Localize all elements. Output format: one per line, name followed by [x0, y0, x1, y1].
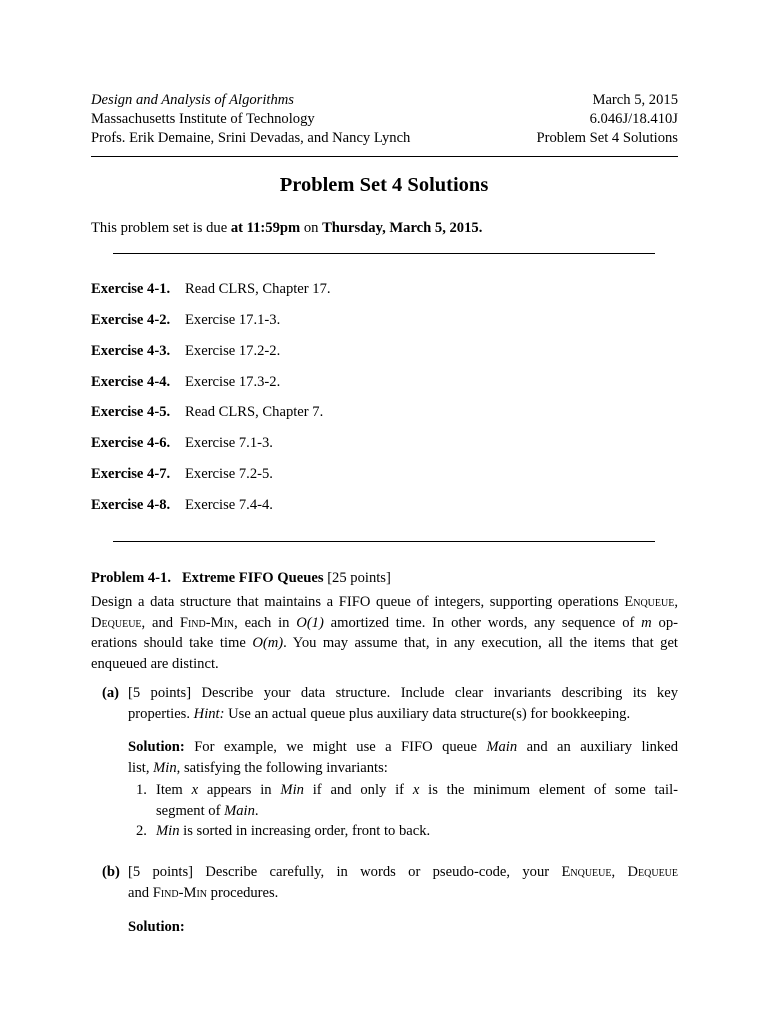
invariant-line — [156, 780, 678, 801]
course-number: 6.046J/18.410J — [589, 111, 678, 127]
math-main: Main — [486, 739, 518, 755]
part-b-text: , — [611, 864, 628, 880]
exercise-label: Exercise 4-1. — [91, 281, 171, 297]
exercise-text: Read CLRS, Chapter 7. — [185, 404, 324, 420]
doc-label: Problem Set 4 Solutions — [536, 130, 678, 146]
invariant-text: segment of — [156, 802, 225, 819]
exercise-item — [91, 495, 273, 515]
exercise-label: Exercise 4-8. — [91, 497, 171, 513]
invariant-number: 2. — [136, 823, 147, 839]
part-a-text: properties. — [128, 705, 194, 722]
part-a-line — [128, 704, 678, 725]
math-main: Main — [224, 802, 255, 819]
op-findmin: Find-Min — [179, 614, 235, 631]
due-date: Thursday, March 5, 2015. — [322, 220, 483, 236]
due-time: at 11:59pm — [230, 220, 301, 236]
exercise-label: Exercise 4-2. — [91, 312, 171, 328]
solution-line — [128, 737, 678, 758]
page-title: Problem Set 4 Solutions — [279, 174, 489, 196]
math-o1: O(1) — [296, 614, 324, 631]
intro-text: Design a data structure that maintains a FIFO queue of integers, supporting operations — [91, 594, 625, 610]
problem-heading — [91, 568, 391, 588]
section-rule-bottom — [113, 541, 655, 542]
intro-text: , each in — [234, 614, 297, 631]
problem-intro — [91, 592, 678, 674]
op-dequeue: Dequeue — [91, 614, 142, 631]
intro-line — [91, 633, 678, 654]
math-x: x — [412, 782, 420, 798]
math-min: Min — [153, 759, 177, 776]
intro-line — [91, 592, 678, 613]
header-date: March 5, 2015 — [592, 92, 678, 108]
part-b-label: (b) — [102, 864, 120, 880]
exercise-label: Exercise 4-4. — [91, 374, 171, 390]
professors: Profs. Erik Demaine, Srini Devadas, and Nancy Lynch — [91, 130, 411, 146]
exercise-text: Exercise 17.3-2. — [185, 374, 281, 390]
hint-label: Hint: — [193, 705, 225, 722]
invariant-number: 1. — [136, 782, 147, 798]
exercise-item — [91, 310, 280, 330]
exercise-item — [91, 402, 323, 422]
exercise-text: Exercise 7.4-4. — [185, 497, 273, 513]
problem-label: Problem 4-1. — [91, 570, 171, 586]
exercise-item — [91, 372, 280, 392]
intro-text: amortized time. In other words, any sequence of — [323, 614, 642, 631]
exercise-label: Exercise 4-7. — [91, 466, 171, 482]
part-b-line — [128, 883, 678, 904]
section-rule-top — [113, 253, 655, 254]
intro-text: . You may assume that, in any execution, all the items that get — [283, 635, 678, 651]
due-prefix: This problem set is due — [91, 220, 231, 236]
op-findmin: Find-Min — [152, 884, 208, 901]
problem-name: Extreme FIFO Queues — [181, 570, 324, 586]
exercise-label: Exercise 4-6. — [91, 435, 171, 451]
exercise-text: Read CLRS, Chapter 17. — [185, 281, 331, 297]
due-mid: on — [300, 220, 323, 236]
intro-text: op- — [651, 614, 678, 631]
op-enqueue: Enqueue — [561, 864, 612, 880]
solution-line — [128, 758, 678, 779]
solution-label: Solution: — [128, 919, 185, 935]
exercise-item — [91, 433, 273, 453]
solution-text: For example, we might use a FIFO queue — [184, 739, 487, 755]
part-a-line — [128, 683, 678, 704]
part-b-text: [5 points] Describe carefully, in words or pseudo-code, your — [128, 864, 562, 880]
exercise-label: Exercise 4-5. — [91, 404, 171, 420]
invariant-text: is sorted in increasing order, front to back. — [179, 823, 431, 839]
exercise-text: Exercise 7.1-3. — [185, 435, 273, 451]
intro-text: enqueued are distinct. — [91, 655, 219, 672]
math-om: O(m) — [252, 635, 284, 651]
exercise-label: Exercise 4-3. — [91, 343, 171, 359]
solution-text: and an auxiliary linked — [517, 739, 678, 755]
exercise-item — [91, 279, 331, 299]
due-line — [91, 218, 482, 238]
course-name: Design and Analysis of Algorithms — [91, 92, 294, 108]
math-min: Min — [156, 823, 180, 839]
institute-name: Massachusetts Institute of Technology — [91, 111, 315, 127]
page-header — [91, 90, 678, 147]
part-a-text: Use an actual queue plus auxiliary data structure(s) for bookkeeping. — [224, 705, 631, 722]
part-a-solution — [128, 737, 678, 778]
exercise-item — [91, 341, 280, 361]
math-min: Min — [280, 782, 304, 798]
intro-text: erations should take time — [91, 635, 253, 651]
invariant-text: appears in — [198, 782, 281, 798]
math-m: m — [641, 614, 652, 631]
op-dequeue: Dequeue — [627, 864, 679, 880]
part-b-text: procedures. — [207, 884, 279, 901]
solution-text: , satisfying the following invariants: — [176, 759, 388, 776]
header-rule — [91, 156, 678, 157]
invariant-line — [156, 801, 678, 822]
exercise-text: Exercise 17.2-2. — [185, 343, 281, 359]
intro-line — [91, 654, 678, 675]
part-a-text: [5 points] Describe your data structure. Include clear invariants describing its key — [128, 685, 678, 701]
part-a-label: (a) — [102, 685, 120, 701]
exercise-text: Exercise 17.1-3. — [185, 312, 281, 328]
part-b-solution — [128, 917, 678, 937]
part-b-line — [128, 862, 678, 883]
exercise-text: Exercise 7.2-5. — [185, 466, 273, 482]
solution-label: Solution: — [128, 739, 185, 755]
invariant-text: if and only if — [303, 782, 413, 798]
intro-text: , and — [141, 614, 180, 631]
invariant-text: . — [254, 802, 259, 819]
op-enqueue: Enqueue — [624, 594, 675, 610]
part-b-text: and — [128, 884, 153, 901]
solution-text: list, — [128, 759, 154, 776]
problem-points: [25 points] — [327, 570, 391, 586]
invariant-text: is the minimum element of some tail- — [419, 782, 678, 798]
math-x: x — [191, 782, 199, 798]
invariant-line — [156, 821, 678, 842]
exercise-item — [91, 464, 273, 484]
intro-text: , — [674, 594, 678, 610]
intro-line — [91, 613, 678, 634]
invariant-text: Item — [156, 782, 192, 798]
